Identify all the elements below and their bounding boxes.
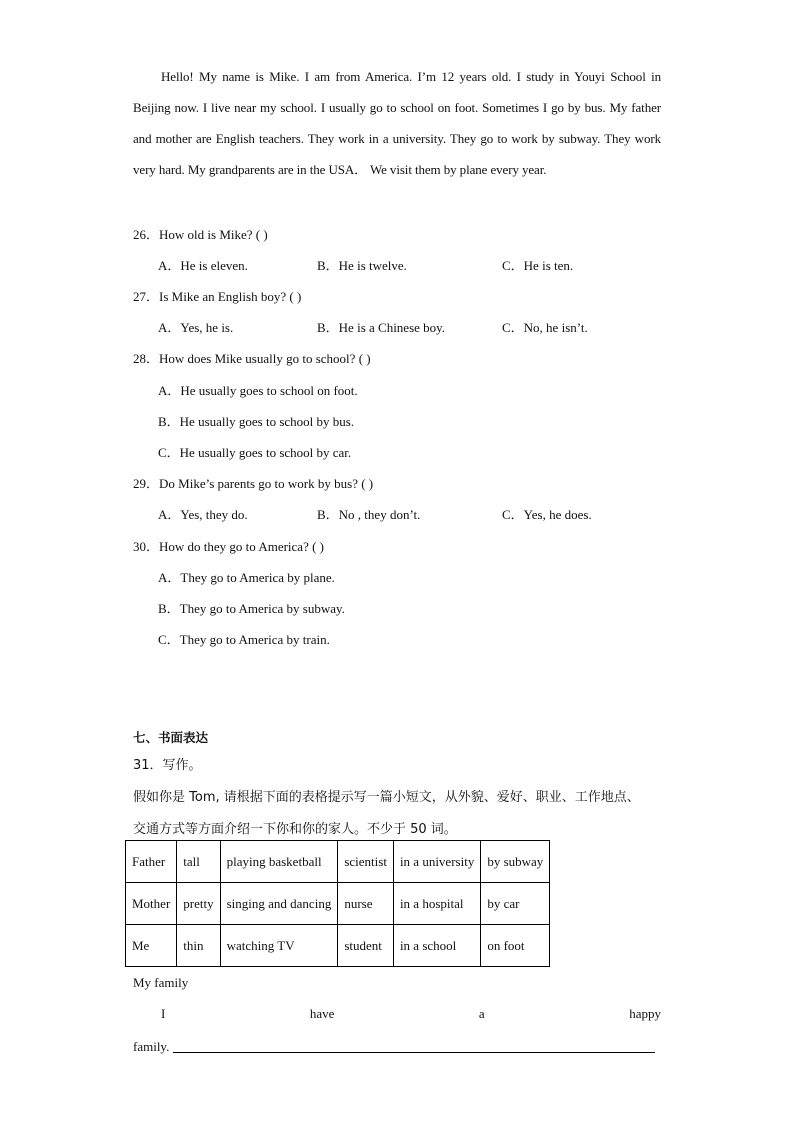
option-a[interactable]: A．He usually goes to school on foot.	[158, 383, 358, 398]
table-cell: Father	[126, 841, 177, 883]
question-text: How do they go to America? ( )	[159, 539, 324, 554]
option-b[interactable]: B．He usually goes to school by bus.	[158, 414, 355, 429]
table-cell: student	[338, 925, 394, 967]
question-text: How old is Mike? ( )	[159, 227, 268, 242]
table-cell: watching TV	[220, 925, 338, 967]
question-text: Do Mike’s parents go to work by bus? ( )	[159, 476, 374, 491]
essay-heading: My family	[133, 975, 189, 990]
question-26	[133, 224, 268, 243]
table-cell: by subway	[481, 841, 550, 883]
question-number: 28．	[133, 351, 160, 366]
question-number: 26．	[133, 227, 160, 242]
option-c[interactable]: C．They go to America by train.	[158, 632, 330, 647]
question-number: 29．	[133, 476, 160, 491]
table-row	[126, 925, 550, 967]
table-cell: tall	[177, 841, 220, 883]
essay-second-line: family.	[133, 1039, 170, 1054]
table-cell: Mother	[126, 883, 177, 925]
table-cell: by car	[481, 883, 550, 925]
question-text: How does Mike usually go to school? ( )	[159, 351, 371, 366]
question-29	[133, 473, 373, 492]
table-cell: thin	[177, 925, 220, 967]
option-c[interactable]: C．No, he isn’t.	[502, 320, 588, 335]
answer-blank-line[interactable]	[173, 1052, 655, 1053]
essay-word: happy	[629, 1006, 661, 1021]
question-text: Is Mike an English boy? ( )	[159, 289, 302, 304]
option-c[interactable]: C．Yes, he does.	[502, 507, 592, 522]
writing-instruction-line1: 假如你是 Tom, 请根据下面的表格提示写一篇小短文，从外貌、爱好、职业、工作地点、	[133, 790, 640, 805]
table-cell: in a school	[393, 925, 480, 967]
option-c[interactable]: C．He is ten.	[502, 258, 574, 273]
question-31-label: 31．写作。	[133, 758, 202, 773]
table-row	[126, 841, 550, 883]
option-a[interactable]: A．They go to America by plane.	[158, 570, 335, 585]
table-cell: in a hospital	[393, 883, 480, 925]
option-a[interactable]: A．He is eleven.	[158, 258, 248, 273]
option-b[interactable]: B．They go to America by subway.	[158, 601, 345, 616]
table-row	[126, 883, 550, 925]
table-cell: scientist	[338, 841, 394, 883]
essay-word: have	[309, 1006, 335, 1021]
family-info-table	[125, 840, 550, 967]
question-number: 27．	[133, 289, 160, 304]
option-a[interactable]: A．Yes, they do.	[158, 507, 248, 522]
option-b[interactable]: B．No , they don’t.	[317, 507, 421, 522]
essay-word: a	[478, 1006, 485, 1021]
section-title: 七、书面表达	[133, 730, 209, 745]
table-cell: on foot	[481, 925, 550, 967]
option-c[interactable]: C．He usually goes to school by car.	[158, 445, 352, 460]
essay-word: I	[161, 1006, 166, 1021]
question-27	[133, 286, 301, 305]
table-cell: singing and dancing	[220, 883, 338, 925]
table-cell: nurse	[338, 883, 394, 925]
table-cell: playing basketball	[220, 841, 338, 883]
question-number: 30．	[133, 539, 160, 554]
table-cell: Me	[126, 925, 177, 967]
question-30	[133, 536, 324, 555]
table-cell: in a university	[393, 841, 480, 883]
option-a[interactable]: A．Yes, he is.	[158, 320, 234, 335]
writing-instruction-line2: 交通方式等方面介绍一下你和你的家人。不少于 50 词。	[133, 822, 457, 837]
table-cell: pretty	[177, 883, 220, 925]
option-b[interactable]: B．He is twelve.	[317, 258, 407, 273]
essay-first-line	[161, 1006, 661, 1022]
reading-passage: Hello! My name is Mike. I am from America. I’m 12 years old. I study in Youyi School in Beijing now. I live near my school. I usually go to school on foot. Sometimes I go by bus. My father and mother are English teachers. They work in a university. They go to work by subway. They work very hard. My grandparents are in the USA． We visit them by plane every year.	[133, 69, 661, 177]
question-28	[133, 348, 371, 367]
option-b[interactable]: B．He is a Chinese boy.	[317, 320, 446, 335]
